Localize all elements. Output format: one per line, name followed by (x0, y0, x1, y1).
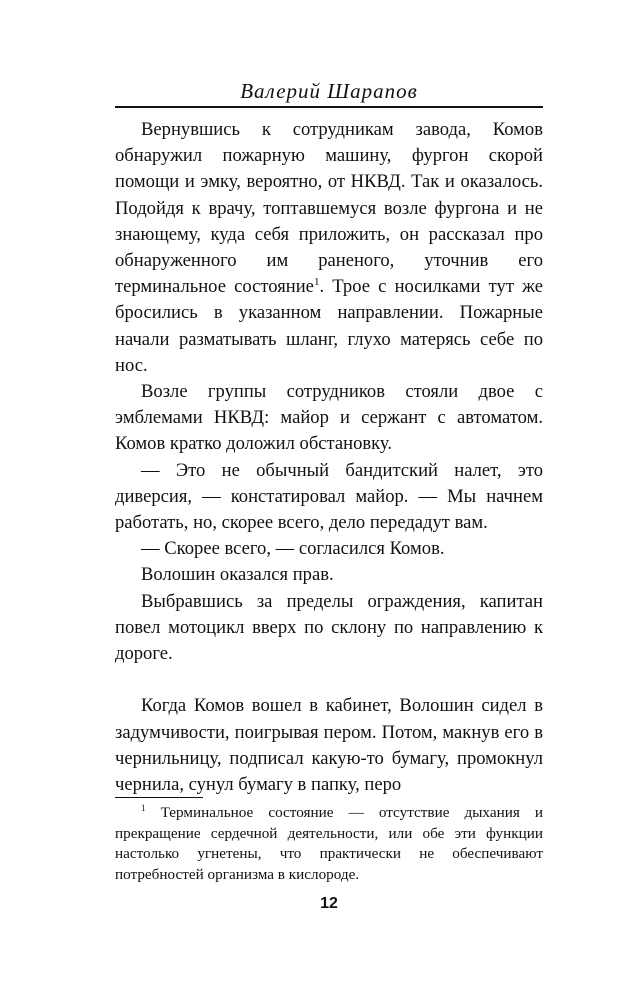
footnote-marker: 1 (141, 803, 146, 813)
paragraph-1 (115, 117, 543, 379)
running-header: Валерий Шарапов (240, 79, 418, 103)
paragraph-7: Когда Комов вошел в кабинет, Волошин сидел в задумчивости, поигрывая пером. Потом, макнув его в чернильницу, подписал какую-то бумагу, промокнул чернила, сунул бумагу в папку, перо (115, 695, 543, 796)
footnote-text: Терминальное состояние — отсутствие дыхания и прекращение сердечной деятельности, или обе эти функции настолько угнетены, что практически не обеспечивают потребностей организма в кислороде. (115, 804, 544, 883)
paragraph-5: Волошин оказался прав. (141, 564, 334, 586)
page-number: 12 (320, 895, 338, 912)
footnote (115, 803, 543, 885)
paragraph-2: Возле группы сотрудников стояли двое с эмблемами НКВД: майор и сержант с автоматом. Комов кратко доложил обстановку. (115, 381, 543, 455)
footnote-reference[interactable]: 1 (313, 276, 320, 289)
paragraph-6: Выбравшись за пределы ограждения, капитан повел мотоцикл вверх по склону по направлению к дороге. (115, 590, 543, 665)
footnote-rule (115, 797, 203, 798)
paragraph-4-dialogue: — Скорее всего, — согласился Комов. (141, 538, 445, 560)
main-text (115, 117, 543, 798)
paragraph-3-dialogue: — Это не обычный бандитский налет, это диверсия, — констатировал майор. — Мы начнем работать, но, скорее всего, дело передадут вам. (115, 459, 543, 534)
paragraph-1-text-continued: . Трое с носилками тут же бросились в указанном направлении. Пожарные начали разматывать шланг, глухо матерясь себе по нос. (115, 276, 543, 376)
header-rule (115, 106, 543, 108)
paragraph-1-text: Вернувшись к сотрудникам завода, Комов обнаружил пожарную машину, фургон скорой помощи и эмку, вероятно, от НКВД. Так и оказалось. Подойдя к врачу, топтавшемуся возле фургона и не знающему, куда себя приложить, он рассказал про обнаруженного им раненого, уточнив его терминальное состояние (115, 119, 543, 298)
